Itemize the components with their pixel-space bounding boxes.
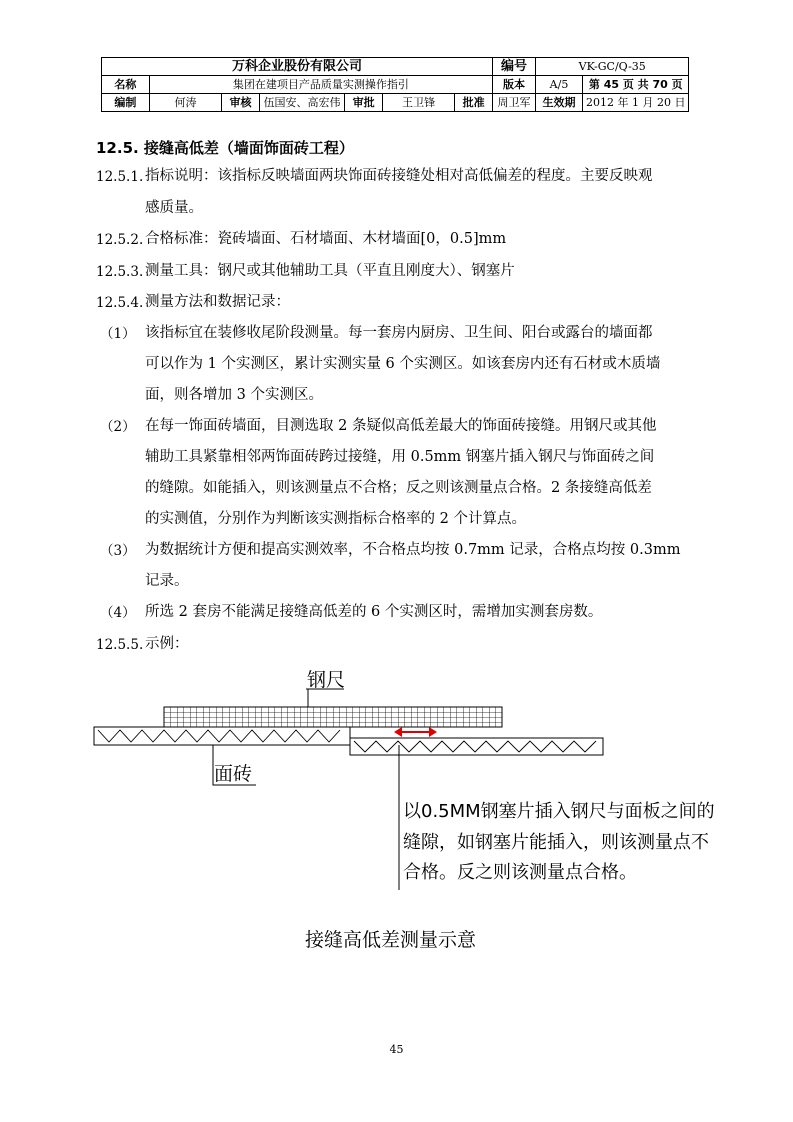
effective-value: 2012 年 1 月 20 日 <box>583 94 689 112</box>
version-value: A/5 <box>536 76 583 94</box>
step-text-line: 所选 2 套房不能满足接缝高低差的 6 个实测区时，需增加实测套房数。 <box>145 604 603 620</box>
step-text-line: 面，则各增加 3 个实测区。 <box>145 387 323 403</box>
item-text-line: 测量工具：钢尺或其他辅助工具（平直且刚度大）、钢塞片 <box>145 263 515 279</box>
right-tile <box>350 738 603 755</box>
approve2-label: 批准 <box>455 94 493 112</box>
step-text-line: 为数据统计方便和提高实测效率，不合格点均按 0.7mm 记录，合格点均按 0.3mm <box>145 542 681 558</box>
note-line: 以0.5MM钢塞片插入钢尺与面板之间的 <box>403 801 715 822</box>
company-name: 万科企业股份有限公司 <box>102 58 493 76</box>
effective-label: 生效期 <box>536 94 583 112</box>
page-number: 45 <box>389 1043 404 1056</box>
step-number: （1） <box>100 326 136 342</box>
item-text-line: 合格标准：瓷砖墙面、石材墙面、木材墙面[0，0.5]mm <box>145 231 507 247</box>
steel-ruler <box>164 707 502 727</box>
step-number: （4） <box>100 605 136 621</box>
approve1-value: 王卫锋 <box>383 94 455 112</box>
step-text-line: 在每一饰面砖墙面，目测选取 2 条疑似高低差最大的饰面砖接缝。用钢尺或其他 <box>145 418 657 434</box>
approve1-label: 审批 <box>345 94 383 112</box>
page-info: 第 45 页 共 70 页 <box>583 76 689 94</box>
compiler-label: 编制 <box>102 94 150 112</box>
version-label: 版本 <box>493 76 536 94</box>
tile-label: 面砖 <box>214 763 253 785</box>
review-label: 审核 <box>222 94 260 112</box>
step-text-line: 的实测值，分别作为判断该实测指标合格率的 2 个计算点。 <box>145 511 526 527</box>
item-number: 12.5.1. <box>96 169 144 185</box>
ruler-label: 钢尺 <box>307 669 346 691</box>
code-value: VK-GC/Q-35 <box>536 58 689 76</box>
approve2-value: 周卫军 <box>493 94 536 112</box>
gap-arrow <box>394 727 437 737</box>
item-number: 12.5.3. <box>96 264 144 280</box>
review-value: 伍国安、高宏伟 <box>259 94 345 112</box>
step-number: （2） <box>100 419 136 435</box>
example-number: 12.5.5. <box>96 637 144 653</box>
section-title: 12.5. 接缝高低差（墙面饰面砖工程） <box>96 139 354 157</box>
name-label: 名称 <box>102 76 150 94</box>
name-value: 集团在建项目产品质量实测操作指引 <box>149 76 492 94</box>
item-text-line: 测量方法和数据记录： <box>145 294 290 310</box>
step-text-line: 的缝隙。如能插入，则该测量点不合格；反之则该测量点合格。2 条接缝高低差 <box>145 480 652 496</box>
step-text-line: 可以作为 1 个实测区，累计实测实量 6 个实测区。如该套房内还有石材或木质墙 <box>145 356 661 372</box>
item-number: 12.5.2. <box>96 232 144 248</box>
left-tile <box>94 727 350 745</box>
step-number: （3） <box>100 543 136 559</box>
step-text-line: 该指标宜在装修收尾阶段测量。每一套房内厨房、卫生间、阳台或露台的墙面都 <box>145 325 653 341</box>
diagram-caption: 接缝高低差测量示意 <box>305 929 477 951</box>
note-line: 合格。反之则该测量点合格。 <box>403 862 637 883</box>
item-text-line: 感质量。 <box>145 200 203 216</box>
item-number: 12.5.4. <box>96 295 144 311</box>
item-text-line: 指标说明：该指标反映墙面两块饰面砖接缝处相对高低偏差的程度。主要反映观 <box>145 168 653 184</box>
step-text-line: 记录。 <box>145 573 189 589</box>
note-line: 缝隙，如钢塞片能插入，则该测量点不 <box>403 832 709 853</box>
compiler-value: 何涛 <box>149 94 221 112</box>
example-label: 示例： <box>145 636 189 652</box>
code-label: 编号 <box>493 58 536 76</box>
step-text-line: 辅助工具紧靠相邻两饰面砖跨过接缝，用 0.5mm 钢塞片插入钢尺与饰面砖之间 <box>145 449 655 465</box>
